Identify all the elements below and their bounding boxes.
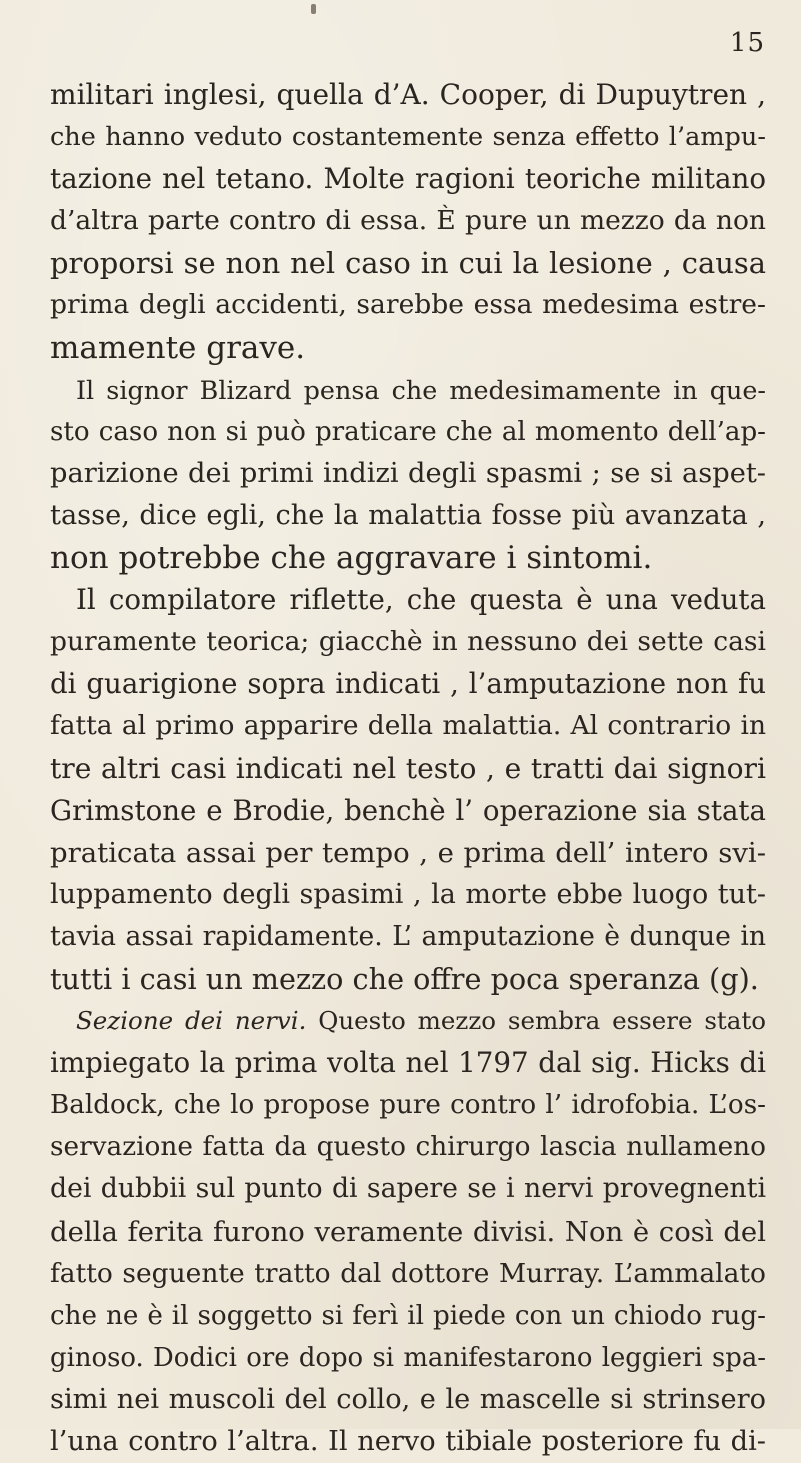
text-line: di guarigione sopra indicati , l’amputazione non fu [50,667,766,701]
text-line: della ferita furono veramente divisi. Non è così del [50,1215,766,1248]
text-line: mamente grave. [50,329,306,366]
text-line: l’una contro l’altra. Il nervo tibiale posteriore fu di- [50,1426,766,1457]
text-line: prima degli accidenti, sarebbe essa medesima estre- [50,289,766,321]
page-number: 15 [729,28,765,58]
text-line: dei dubbii sul punto di sapere se i nervi provegnenti [50,1173,766,1205]
text-line: parizione dei primi indizi degli spasmi ; se si aspet- [50,457,766,489]
section-heading: Sezione dei nervi. [76,1006,307,1036]
text-line: che ne è il soggetto si ferì il piede con un chiodo rug- [50,1300,766,1331]
text-line: che hanno veduto costantemente senza effetto l’ampu- [50,122,766,153]
text-line: tre altri casi indicati nel testo , e tratti dai signori [50,751,766,785]
text-line: praticata assai per tempo , e prima dell’ intero svi- [50,836,766,869]
text-line: tasse, dice egli, che la malattia fosse più avanzata , [50,499,766,531]
text-line: tazione nel tetano. Molte ragioni teoriche militano [50,162,766,196]
text-line: impiegato la prima volta nel 1797 dal sig. Hicks di [50,1046,766,1080]
body-text [50,74,766,1463]
text-line: ginoso. Dodici ore dopo si manifestarono leggieri spa- [50,1342,766,1373]
text-line: Baldock, che lo propose pure contro l’ idrofobia. L’os- [50,1090,766,1121]
text-line: puramente teorica; giacchè in nessuno dei sette casi [50,626,766,658]
text-line: Il compilatore riflette, che questa è una veduta [76,583,766,617]
text-line: militari inglesi, quella d’A. Cooper, di Dupuytren , [50,78,766,111]
ink-mark [311,4,316,14]
text-line: tutti i casi un mezzo che offre poca speranza (g). [50,961,759,996]
text-line: proporsi se non nel caso in cui la lesione , causa [50,246,766,281]
text-line: tavia assai rapidamente. L’ amputazione è dunque in [50,920,766,952]
text-line-rest: Questo mezzo sembra essere stato [306,1006,766,1036]
text-line: servazione fatta da questo chirurgo lascia nullameno [50,1132,766,1163]
text-line: fatta al primo apparire della malattia. Al contrario in [50,710,766,742]
text-line: Grimstone e Brodie, benchè l’ operazione sia stata [50,793,766,827]
text-line [50,1000,766,1042]
text-line: simi nei muscoli del collo, e le mascelle si strinsero [50,1383,766,1415]
text-line: luppamento degli spasimi , la morte ebbe luogo tut- [50,878,766,910]
text-line: sto caso non si può praticare che al momento dell’ap- [50,416,766,447]
text-line: fatto seguente tratto dal dottore Murray. L’ammalato [50,1257,766,1289]
text-line: d’altra parte contro di essa. È pure un mezzo da non [50,205,766,237]
text-line: Il signor Blizard pensa che medesimamente in que- [76,374,766,405]
text-line: non potrebbe che aggravare i sintomi. [50,540,653,577]
